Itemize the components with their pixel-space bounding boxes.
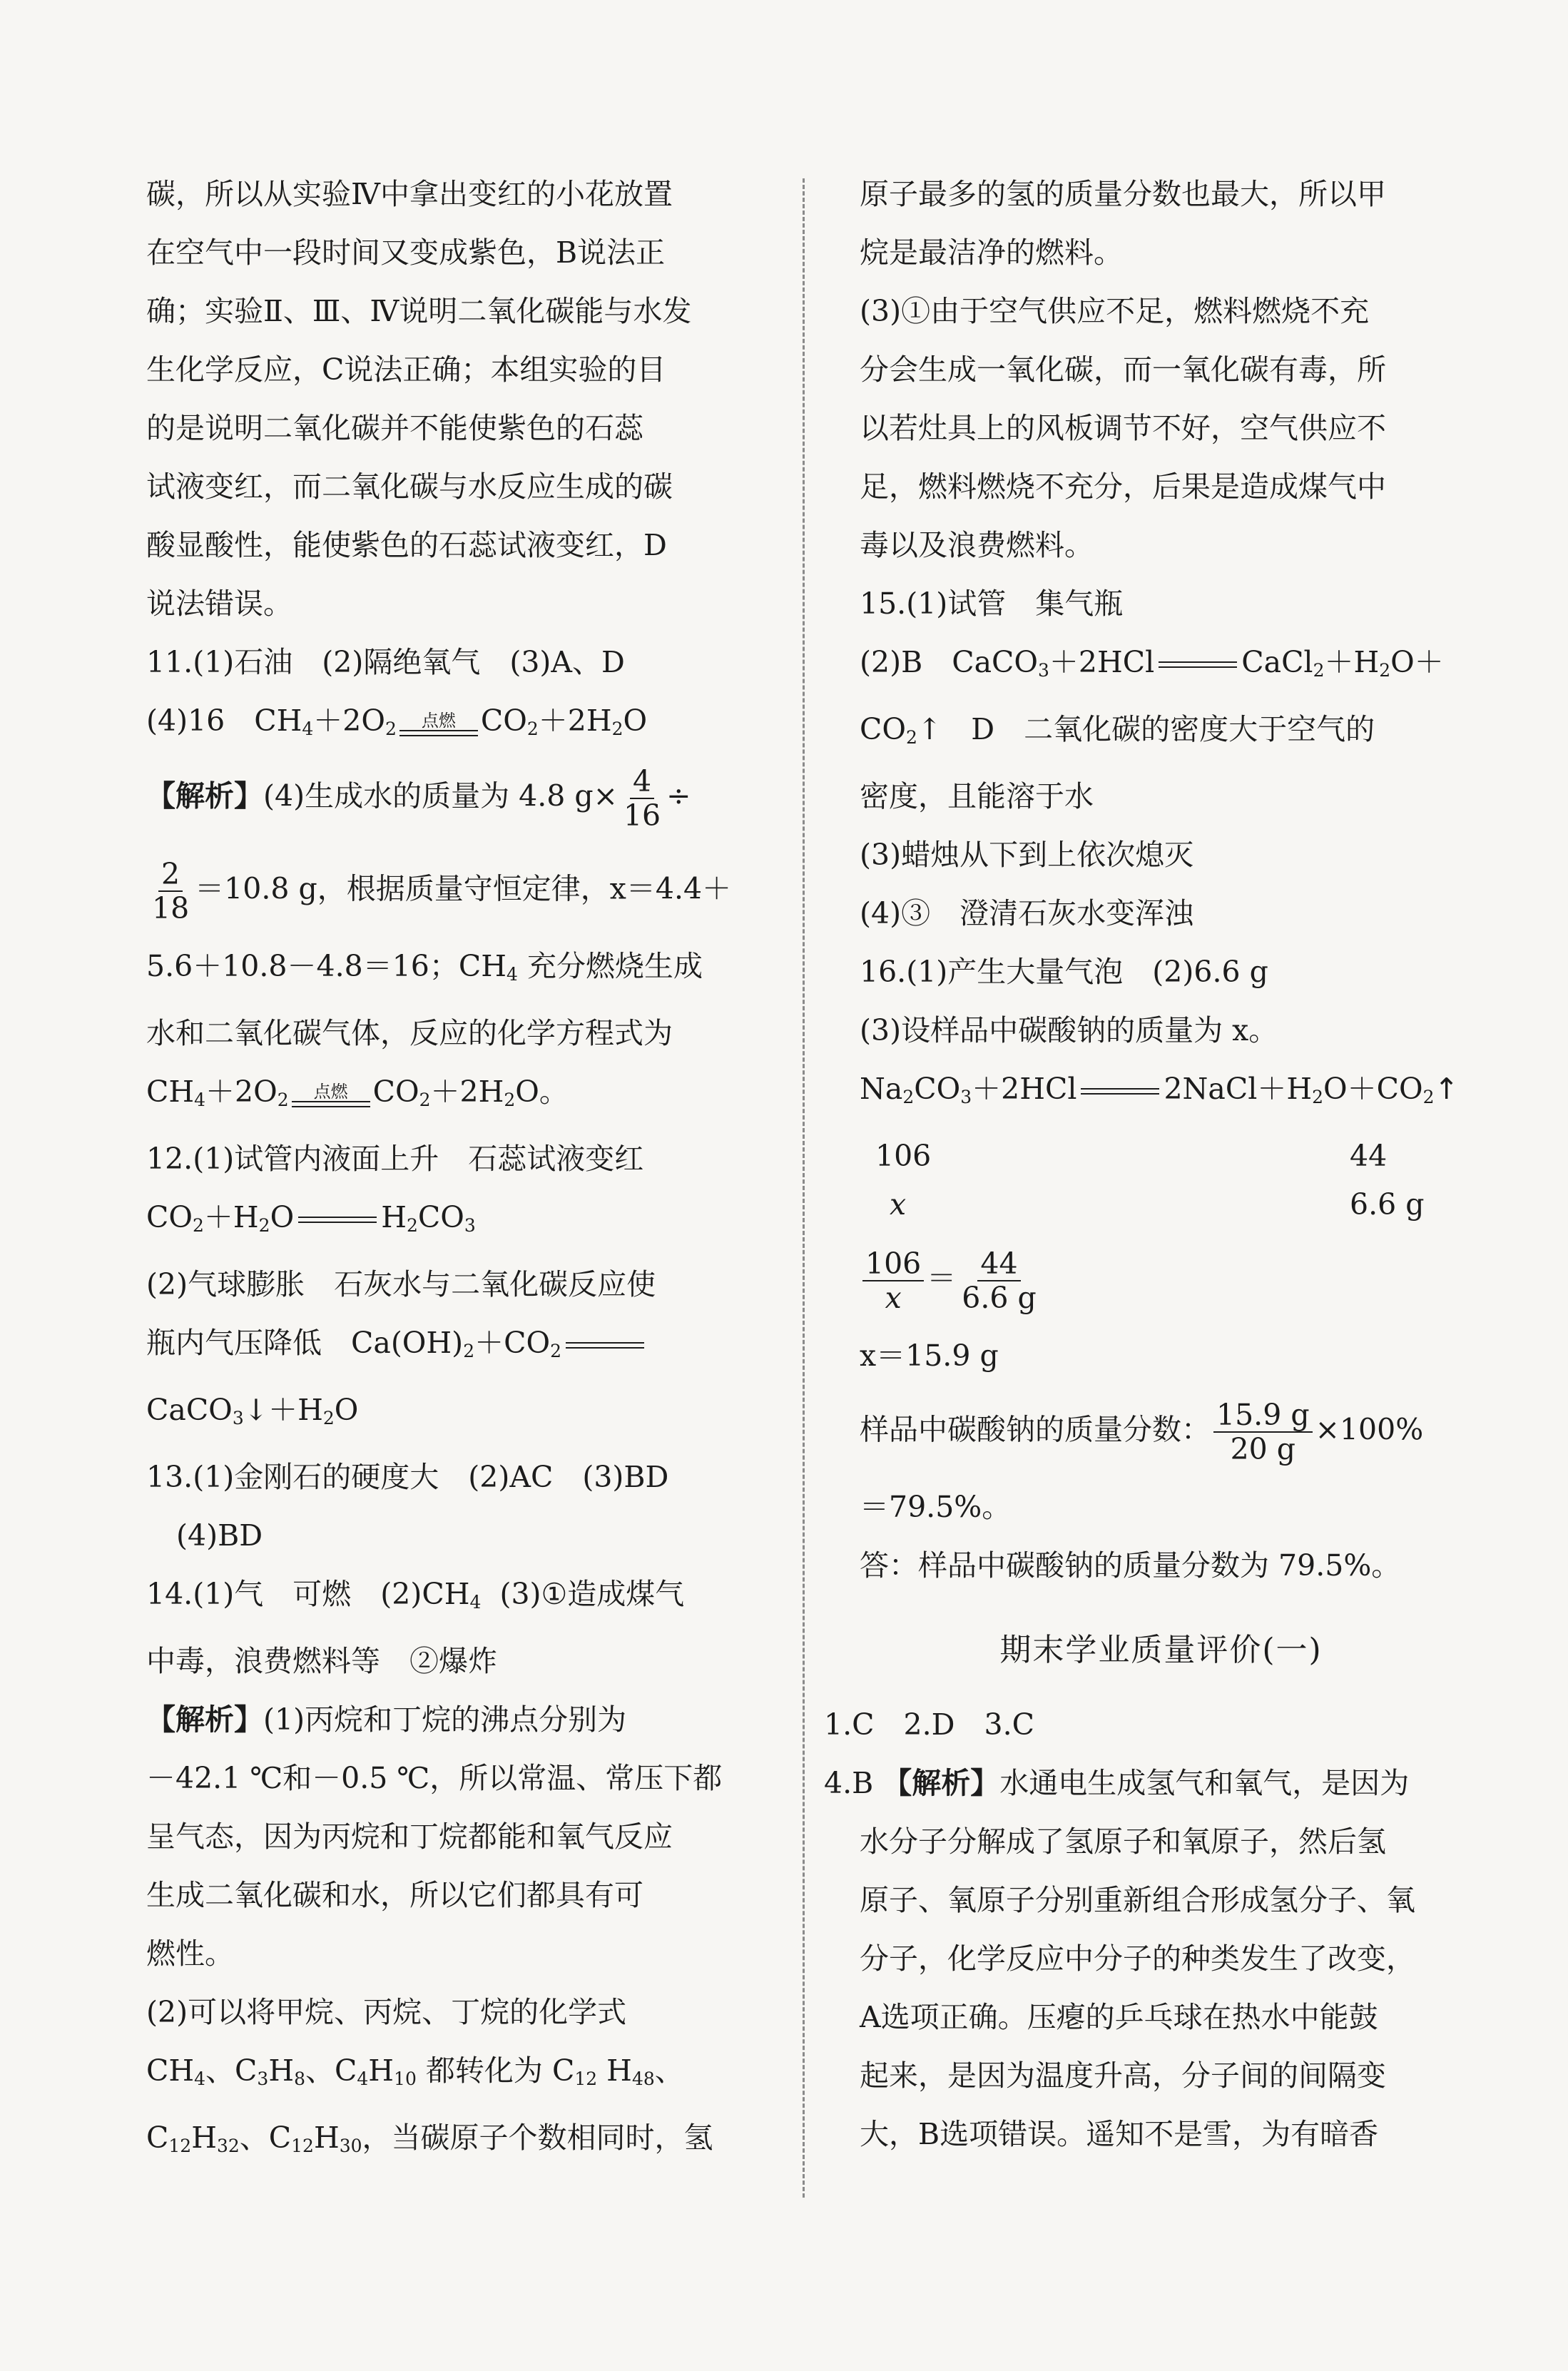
q14-line-2: 中毒，浪费燃料等 ②爆炸 [146,1644,497,1678]
subscript: 2 [406,1215,418,1236]
eq-text: CO [860,712,906,746]
subscript: 3 [960,1087,972,1107]
subscript: 32 [216,2136,240,2156]
equals-bar [1081,1088,1159,1095]
subscript: 2 [902,1087,915,1107]
subscript: 4 [469,1592,482,1613]
fraction-4-16 [621,765,663,832]
subscript: 2 [526,719,539,739]
q11-analysis-line-3 [146,950,749,990]
q10-line-5: 的是说明二氧化碳并不能使紫色的石蕊 [146,411,643,445]
q12-line-5 [146,1394,749,1434]
q14-line-1 [146,1578,749,1618]
equals-bar [1159,661,1237,668]
equals-bar [292,1101,370,1107]
subscript: 2 [1312,1087,1324,1107]
denominator: 20 g [1230,1432,1296,1466]
final-answer: 答：样品中碳酸钠的质量分数为 79.5%。 [860,1548,1401,1583]
q14-analysis-5: 燃性。 [146,1936,234,1971]
denominator: 6.6 g [962,1281,1037,1315]
subscript: 12 [574,2068,598,2089]
q15-line-4: 密度，且能溶于水 [860,779,1094,813]
percentage-line [860,1398,1462,1477]
q10-line-4: 生化学反应，C说法正确；本组实验的目 [146,352,666,387]
analysis-label: 【解析】 [882,1766,1000,1800]
analysis-text: (1)丙烷和丁烷的沸点分别为 [263,1702,627,1737]
q14-cont-4: 分会生成一氧化碳，而一氧化碳有毒，所 [860,352,1386,387]
subscript: 4 [194,2068,206,2089]
eq-text: H [368,2053,394,2088]
eq-text: H [268,2053,295,2088]
q14-analysis-1 [146,1704,749,1735]
eq-text: CO [914,1072,961,1106]
right-column [824,177,1462,2177]
q14-analysis-2: －42.1 ℃和－0.5 ℃，所以常温、常压下都 [146,1761,723,1795]
subscript: 3 [232,1408,244,1428]
q4-line-1 [824,1767,1462,1799]
divide-sign: ÷ [666,778,691,813]
q14-cont-7: 毒以及浪费燃料。 [860,528,1094,562]
subscript: 2 [322,1408,335,1428]
q4-line-5: A选项正确。压瘪的乒乓球在热水中能鼓 [860,2000,1378,2034]
analysis-text: (4)生成水的质量为 4.8 g× [263,778,618,813]
q12-line-4 [146,1327,749,1367]
eq-text: 2NaCl＋H [1164,1072,1313,1106]
column-divider [803,178,805,2198]
eq-text: ＋H [1324,645,1380,679]
q14-cont-3: (3)①由于空气供应不足，燃料燃烧不充 [860,294,1370,328]
q11-equation [146,705,749,745]
eq-text: ↓＋H [243,1393,323,1427]
eq-text: ＋2H [538,704,612,738]
q10-line-6: 试液变红，而二氧化碳与水反应生成的碳 [146,469,673,504]
q13-line-2: (4)BD [176,1518,263,1553]
q14-cont-6: 足，燃料燃烧不充分，后果是造成煤气中 [860,469,1386,504]
eq-text: O＋ [1390,645,1444,679]
eq-text: ，当碳原子个数相同时，氢 [362,2121,713,2155]
subscript: 2 [550,1341,561,1361]
fraction-2-18 [149,858,192,925]
eq-text: O [334,1393,359,1427]
q10-line-7: 酸显酸性，能使紫色的石蕊试液变红，D [146,528,667,562]
q15-line-3 [860,714,1462,753]
q14-cont-5: 以若灶具上的风板调节不好，空气供应不 [860,411,1386,445]
subscript: 8 [294,2068,305,2089]
q10-line-8: 说法错误。 [146,587,292,621]
molar-mass-na2co3: 106 [875,1139,932,1173]
subscript: 30 [339,2136,362,2156]
eq-text: Na [860,1072,903,1106]
q12-line-3: (2)气球膨胀 石灰水与二氧化碳反应使 [146,1267,656,1301]
eq-text: O＋CO [1323,1072,1423,1106]
equals-bar [566,1342,644,1349]
q11-answer-line-1: 11.(1)石油 (2)隔绝氧气 (3)A、D [146,645,625,679]
q15-line-6: (4)③ 澄清石灰水变浑浊 [860,896,1194,930]
eq-text: (2)B CaCO [860,645,1039,679]
eq-text: H [313,2121,340,2155]
eq-text: 、 [654,2053,684,2088]
eq-text: 4.B [824,1766,874,1800]
eq-text: C [146,2121,169,2155]
q14-analysis-8 [146,2122,749,2162]
subscript: 2 [463,1341,475,1361]
q11-analysis-line-4: 水和二氧化碳气体，反应的化学方程式为 [146,1016,673,1050]
x-result: x＝15.9 g [860,1339,999,1373]
subscript: 4 [506,964,518,985]
q15-line-1: 15.(1)试管 集气瓶 [860,587,1124,621]
eq-text: 、C [205,2053,258,2088]
subscript: 2 [1379,660,1391,681]
subscript: 3 [1038,660,1049,681]
eq-text: O [623,704,648,738]
reaction-condition [292,1082,370,1116]
analysis-label: 【解析】 [146,778,263,813]
numerator: 2 [158,858,183,892]
eq-text: 都转化为 C [425,2053,575,2088]
subscript: 3 [257,2068,269,2089]
numerator: 44 [977,1247,1020,1281]
subscript: 4 [302,719,314,739]
eq-text: O [270,1200,295,1234]
q11-analysis-equation [146,1076,749,1116]
eq-text: 、C [239,2121,292,2155]
analysis-text: ＝10.8 g，根据质量守恒定律，x＝4.4＋ [195,871,732,906]
q10-line-2: 在空气中一段时间又变成紫色，B说法正 [146,235,666,270]
eq-text: CO [480,704,527,738]
q4-line-6: 起来，是因为温度升高，分子间的间隔变 [860,2058,1386,2093]
eq-text: (4)16 CH [146,704,302,738]
eq-text: ↑ [1434,1072,1459,1106]
percentage-label: 样品中碳酸钠的质量分数： [860,1412,1211,1447]
subscript: 2 [611,719,623,739]
eq-text: CO [372,1075,419,1109]
q4-line-4: 分子，化学反应中分子的种类发生了改变， [860,1941,1415,1976]
mass-row-2 [860,1189,1462,1220]
eq-text: O。 [515,1075,569,1109]
q14-analysis-7 [146,2055,749,2095]
q14-cont-2: 烷是最洁净的燃料。 [860,235,1123,270]
q15-line-2 [860,646,1462,686]
eq-text: 14.(1)气 可燃 (2)CH [146,1577,470,1611]
subscript: 2 [1422,1087,1435,1107]
unknown-x: x [890,1187,907,1222]
q16-line-1: 16.(1)产生大量气泡 (2)6.6 g [860,955,1268,989]
eq-text: ＋2HCl [972,1072,1077,1106]
eq-text: ＋2O [313,704,385,738]
q13-line-1: 13.(1)金刚石的硬度大 (2)AC (3)BD [146,1460,669,1494]
eq-text: ＋2H [430,1075,504,1109]
left-column [146,178,749,2189]
denominator: x [885,1281,902,1315]
eq-text: 、C [305,2053,357,2088]
subscript: 2 [192,1215,204,1236]
subscript: 2 [905,727,917,748]
analysis-text: 5.6＋10.8－4.8＝16；CH [146,949,506,983]
subscript: 12 [291,2136,314,2156]
q15-line-5: (3)蜡烛从下到上依次熄灭 [860,838,1194,872]
q14-analysis-4: 生成二氧化碳和水，所以它们都具有可 [146,1878,643,1912]
subscript: 12 [168,2136,192,2156]
numerator: 106 [862,1247,924,1281]
subscript: 3 [464,1215,476,1236]
q14-analysis-3: 呈气态，因为丙烷和丁烷都能和氧气反应 [146,1819,673,1854]
q12-equation [146,1202,749,1242]
q11-analysis-line-2 [146,858,749,936]
proportion [860,1247,1462,1326]
fraction-44-66 [959,1247,1039,1314]
subscript: 4 [194,1090,206,1110]
subscript: 2 [385,719,397,739]
q10-line-3: 确；实验Ⅱ、Ⅲ、Ⅳ说明二氧化碳能与水发 [146,294,692,328]
denominator: 18 [152,891,190,925]
section-heading: 期末学业质量评价(一) [999,1632,1323,1668]
mass-co2: 6.6 g [1350,1187,1425,1222]
eq-text: ＋H [203,1200,259,1234]
equals-bar [399,730,478,736]
equals-sign: ＝ [927,1261,957,1296]
eq-text: ↑ D 二氧化碳的密度大于空气的 [917,712,1375,746]
numerator: 4 [630,765,654,799]
eq-text: CaCl [1241,645,1313,679]
q16-equation [860,1073,1462,1113]
q4-line-7: 大，B选项错误。遥知不是雪，为有暗香 [860,2117,1379,2151]
equals-bar [298,1217,377,1223]
eq-text: ＋2O [205,1075,278,1109]
subscript: 10 [394,2068,417,2089]
eq-text: H [381,1200,407,1234]
analysis-text: 水通电生成氢气和氧气，是因为 [999,1766,1410,1800]
eq-text: 瓶内气压降低 Ca(OH) [146,1326,464,1360]
subscript: 2 [1313,660,1325,681]
percentage-result: ＝79.5%。 [860,1490,1012,1524]
subscript: 2 [419,1090,431,1110]
condition-text: 点燃 [421,711,456,731]
analysis-label: 【解析】 [146,1702,263,1737]
percent-factor: ×100% [1315,1412,1424,1447]
subscript: 2 [277,1090,289,1110]
q16-line-2: (3)设样品中碳酸钠的质量为 x。 [860,1013,1278,1047]
eq-text: CH [146,2053,195,2088]
eq-text: CaCO [146,1393,233,1427]
fraction-106-x [862,1247,924,1314]
eq-text: ＋CO [474,1326,551,1360]
denominator: 16 [623,798,661,833]
q4-line-3: 原子、氧原子分别重新组合形成氢分子、氧 [860,1883,1415,1917]
eq-text: H [191,2121,217,2155]
q4-line-2: 水分子分解成了氢原子和氧原子，然后氢 [860,1824,1386,1859]
eq-text: H [606,2053,632,2088]
subscript: 48 [631,2068,655,2089]
mass-row-1 [860,1140,1462,1172]
condition-text: 点燃 [313,1082,348,1102]
q10-line-1: 碳，所以从实验Ⅳ中拿出变红的小花放置 [146,177,673,211]
numerator: 15.9 g [1213,1398,1313,1433]
subscript: 2 [258,1215,270,1236]
reaction-condition [399,711,478,745]
subscript: 2 [504,1090,516,1110]
q14-cont-1: 原子最多的氢的质量分数也最大，所以甲 [860,177,1386,211]
eq-text: CO [417,1200,464,1234]
eq-text: CO [146,1200,193,1234]
q12-line-1: 12.(1)试管内液面上升 石蕊试液变红 [146,1142,644,1176]
q14-analysis-6: (2)可以将甲烷、丙烷、丁烷的化学式 [146,1995,627,2029]
answers-1-3: 1.C 2.D 3.C [824,1707,1034,1742]
subscript: 4 [357,2068,369,2089]
eq-text: ＋2HCl [1049,645,1155,679]
molar-mass-co2: 44 [1350,1139,1388,1173]
fraction-15-9-20 [1213,1398,1313,1466]
q11-analysis-line-1 [146,765,749,843]
analysis-text: 充分燃烧生成 [526,949,703,983]
eq-text: CH [146,1075,195,1109]
eq-text: (3)①造成煤气 [499,1577,685,1611]
